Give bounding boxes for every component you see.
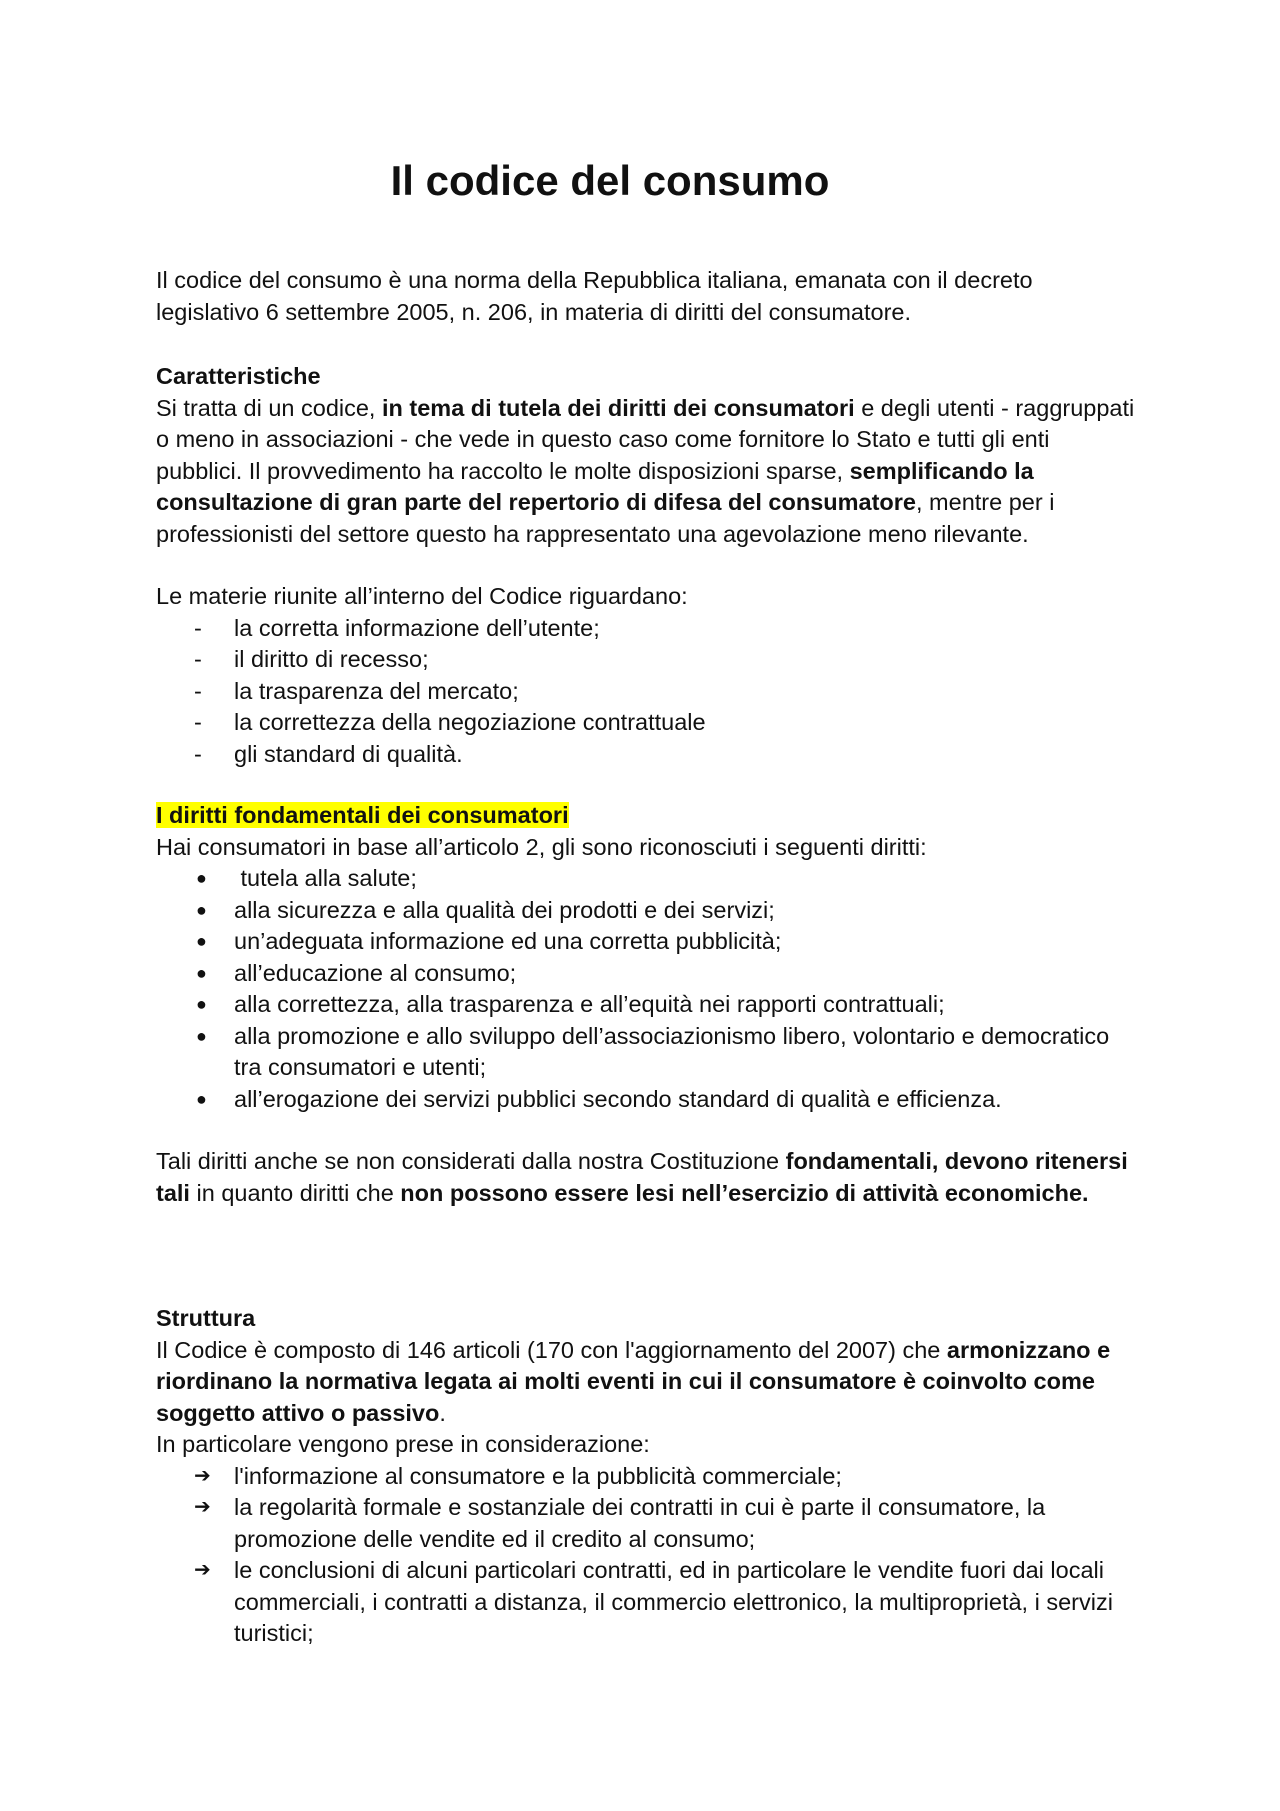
page-title: Il codice del consumo xyxy=(390,157,830,204)
section-struttura xyxy=(156,1303,1136,1650)
list-item: - la corretta informazione dell’utente; xyxy=(156,613,1136,645)
section-diritti xyxy=(156,800,1136,1115)
diritti-lead: Hai consumatori in base all’articolo 2, gli sono riconosciuti i seguenti diritti: xyxy=(156,833,927,860)
bullet-icon: ● xyxy=(196,1025,207,1046)
arrow-icon: ➔ xyxy=(194,1464,211,1487)
bullet-icon: ● xyxy=(196,1088,207,1109)
list-item: ● alla sicurezza e alla qualità dei prodotti e dei servizi; xyxy=(156,895,1136,927)
list-item: - gli standard di qualità. xyxy=(156,739,1136,771)
list-item: ➔ l'informazione al consumatore e la pubblicità commerciale; xyxy=(156,1461,1136,1493)
materie-lead: Le materie riunite all’interno del Codice riguardano: xyxy=(156,583,688,609)
bullet-icon: ● xyxy=(196,868,207,888)
struttura-lead: In particolare vengono prese in considerazione: xyxy=(156,1431,650,1457)
highlighted-heading: I diritti fondamentali dei consumatori xyxy=(156,802,569,828)
bullet-icon: ● xyxy=(196,899,207,920)
list-item: ● all’erogazione dei servizi pubblici secondo standard di qualità e efficienza. xyxy=(156,1084,1136,1116)
list-item: ➔ le conclusioni di alcuni particolari contratti, ed in particolare le vendite fuori dai locali commerciali, i contratti a distanza, il commercio elettronico, la multiproprietà, i servizi turistici; xyxy=(194,1557,1113,1646)
list-item: - la trasparenza del mercato; xyxy=(156,676,1136,708)
intro-paragraph: Il codice del consumo è una norma della Repubblica italiana, emanata con il decreto legislativo 6 settembre 2005, n. 206, in materia di diritti del consumatore. xyxy=(156,267,1033,325)
section-heading: Struttura xyxy=(156,1305,256,1331)
arrow-icon: ➔ xyxy=(194,1496,211,1518)
list-item: ● all’educazione al consumo; xyxy=(156,958,1136,990)
arrow-icon: ➔ xyxy=(194,1559,211,1581)
caratteristiche-paragraph: Si tratta di un codice, in tema di tutela dei diritti dei consumatori e degli utenti - raggruppati o meno in associazioni - che vede in questo caso come fornitore lo Stato e tutti gli enti pubblici. Il provvedimento ha raccolto le molte disposizioni sparse, semplificando la consultazione di gran parte del repertorio di difesa del consumatore, mentre per i professionisti del settore questo ha rappresentato una agevolazione meno rilevante. xyxy=(156,394,1135,547)
struttura-paragraph: Il Codice è composto di 146 articoli (170 con l'aggiornamento del 2007) che armonizzano e riordinano la normativa legata ai molti eventi in cui il consumatore è coinvolto come soggetto attivo o passivo. xyxy=(156,1336,1111,1426)
materie-list xyxy=(156,613,1136,771)
bullet-icon: ● xyxy=(196,931,207,951)
list-item: ● alla promozione e allo sviluppo dell’associazionismo libero, volontario e democratico tra consumatori e utenti; xyxy=(196,1022,1110,1080)
list-item: ➔ la regolarità formale e sostanziale dei contratti in cui è parte il consumatore, la promozione delle vendite ed il credito al consumo; xyxy=(194,1494,1046,1552)
tali-diritti-paragraph: Tali diritti anche se non considerati dalla nostra Costituzione fondamentali, devono ritenersi tali in quanto diritti che non possono essere lesi nell’esercizio di attività economiche. xyxy=(156,1148,1128,1206)
section-materie xyxy=(156,581,1136,770)
section-caratteristiche xyxy=(156,361,1136,550)
list-item: ● alla correttezza, alla trasparenza e all’equità nei rapporti contrattuali; xyxy=(156,989,1136,1021)
list-item: ● un’adeguata informazione ed una corretta pubblicità; xyxy=(156,926,1136,958)
list-item: - la correttezza della negoziazione contrattuale xyxy=(156,707,1136,739)
section-heading xyxy=(156,800,1136,832)
section-heading: Caratteristiche xyxy=(156,363,321,389)
bullet-icon: ● xyxy=(196,994,207,1014)
dash-bullet: - xyxy=(194,646,202,672)
list-item: - il diritto di recesso; xyxy=(156,644,1136,676)
dash-bullet: - xyxy=(194,709,202,735)
dash-bullet: - xyxy=(194,614,202,641)
dash-bullet: - xyxy=(194,677,202,704)
struttura-list xyxy=(156,1461,1136,1650)
list-item: ● tutela alla salute; xyxy=(156,863,1136,895)
dash-bullet: - xyxy=(194,740,202,767)
bullet-icon: ● xyxy=(196,962,207,983)
diritti-list xyxy=(156,863,1136,1115)
